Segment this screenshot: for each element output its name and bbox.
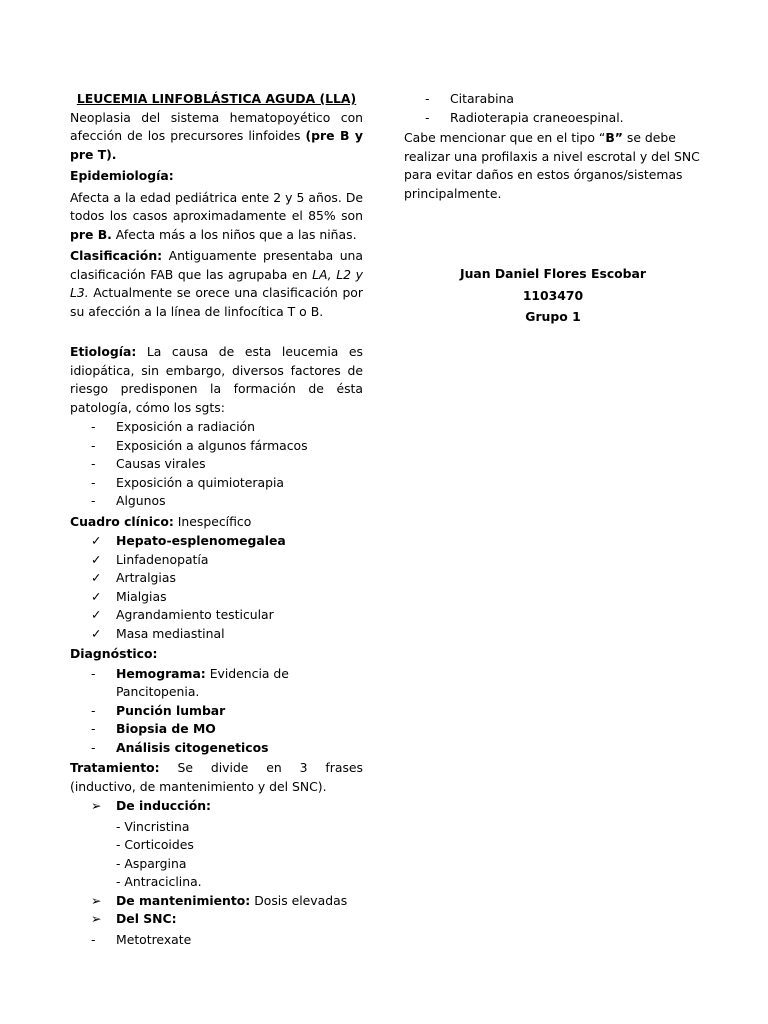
list-item: [70, 625, 363, 644]
dash-marker: -: [91, 493, 96, 508]
epi-bold: pre B.: [70, 226, 112, 242]
check-icon: ✓: [91, 625, 102, 641]
list-item: [70, 665, 363, 702]
list-item: [70, 702, 363, 721]
note-bold: B”: [605, 130, 623, 145]
sub-item: - Corticoides: [116, 837, 194, 852]
list-item-text: Citarabina: [450, 91, 514, 106]
classification-label: Clasificación:: [70, 248, 163, 263]
diagnosis-label: Diagnóstico:: [70, 646, 158, 661]
classification-paragraph: [70, 247, 363, 321]
group-label: Grupo 1: [525, 309, 581, 324]
snc-item-text: Metotrexate: [116, 931, 192, 947]
author-name: Juan Daniel Flores Escobar: [459, 266, 647, 281]
document-title: LEUCEMIA LINFOBLÁSTICA AGUDA (LLA): [76, 91, 357, 106]
list-item: [70, 606, 363, 625]
treatment-list-2: [70, 892, 363, 929]
list-item-text: Dosis elevadas: [250, 892, 348, 908]
left-column: [70, 90, 363, 949]
list-item-bold: Análisis citogeneticos: [116, 739, 269, 755]
diagnosis-list: [70, 665, 363, 758]
dash-marker: -: [425, 109, 430, 125]
list-item: [70, 739, 363, 758]
list-item: [70, 437, 363, 456]
dash-marker: -: [91, 931, 96, 947]
list-item-bold: De inducción:: [116, 798, 211, 813]
note-paragraph: [404, 129, 702, 203]
dash-marker: -: [91, 456, 96, 471]
arrow-icon: ➢: [91, 892, 102, 908]
list-item-text: Evidencia de Pancitopenia.: [116, 665, 289, 699]
intro-bold: (pre B y pre T).: [70, 128, 363, 162]
check-icon: ✓: [91, 551, 102, 567]
clinical-list: [70, 532, 363, 643]
list-item: [70, 474, 363, 493]
clas-italic: LA, L2 y L3.: [70, 266, 364, 300]
list-item-text: Masa mediastinal: [116, 625, 225, 641]
check-icon: ✓: [91, 533, 102, 548]
list-item-bold: De mantenimiento:: [116, 892, 251, 908]
check-icon: ✓: [91, 607, 102, 622]
list-item: [70, 797, 363, 816]
list-item-text: Causas virales: [116, 456, 206, 471]
list-item: [70, 455, 363, 474]
treatment-label: Tratamiento:: [70, 760, 160, 775]
dash-marker: -: [91, 474, 96, 490]
epidemiology-paragraph: [70, 189, 363, 245]
list-item-text: Radioterapia craneoespinal.: [450, 109, 624, 125]
list-item-text: Exposición a radiación: [116, 419, 255, 434]
signature-block: [404, 265, 702, 327]
list-item: [404, 109, 702, 128]
note-text-a: Cabe mencionar que en el tipo “: [404, 130, 606, 145]
dash-marker: -: [91, 419, 96, 434]
snc-item: [70, 931, 363, 950]
epi-text-a: Afecta a la edad pediátrica ente 2 y 5 años. De todos los casos aproximadamente el 85% son: [70, 189, 363, 223]
dash-marker: -: [91, 665, 96, 681]
list-item-bold: Hemograma:: [116, 665, 206, 681]
dash-marker: -: [91, 739, 96, 755]
treatment-text: Se divide en 3 frases (inductivo, de mantenimiento y del SNC).: [70, 760, 363, 794]
student-id: 1103470: [522, 287, 584, 303]
list-item: [404, 90, 702, 109]
treatment-paragraph: [70, 759, 363, 796]
check-icon: ✓: [91, 570, 102, 585]
list-item: [70, 588, 363, 607]
intro-paragraph: [70, 109, 363, 165]
list-item: [70, 910, 363, 929]
treatment-list: [70, 797, 363, 816]
dash-marker: -: [425, 91, 430, 106]
epi-text-c: Afecta más a los niños que a las niñas.: [111, 226, 357, 242]
list-item: [70, 551, 363, 570]
clas-text-c: Actualmente se orece una clasificación por su afección a la línea de linfocítica T o B.: [70, 285, 363, 319]
list-item: [70, 532, 363, 551]
epidemiology-label: Epidemiología:: [70, 168, 174, 183]
list-item: [70, 720, 363, 739]
list-item-text: Artralgias: [116, 570, 176, 585]
list-item: [70, 492, 363, 511]
list-item-text: Linfadenopatía: [116, 551, 209, 567]
continued-list: [404, 90, 702, 127]
etiology-paragraph: [70, 343, 363, 417]
clinical-paragraph: [70, 513, 363, 532]
arrow-icon: ➢: [91, 798, 102, 813]
list-item-text: Hepato-esplenomegalea: [116, 533, 286, 548]
list-item: [70, 892, 363, 911]
list-item-text: Mialgias: [116, 588, 167, 604]
list-item-text: Exposición a algunos fármacos: [116, 437, 308, 453]
clinical-text: Inespecífico: [173, 513, 252, 529]
list-item: [70, 418, 363, 437]
etiology-text: La causa de esta leucemia es idiopática, sin embargo, diversos factores de riesgo predisponen la formación de ésta patología, cómo los sgts:: [70, 344, 363, 415]
list-item-bold: Del SNC:: [116, 911, 177, 926]
right-column: [404, 90, 702, 330]
list-item-text: Exposición a quimioterapia: [116, 474, 284, 490]
intro-text: Neoplasia del sistema hematopoyético con afección de los precursores linfoides: [70, 109, 363, 143]
list-item-text: Algunos: [116, 493, 166, 508]
epidemiology-heading: [70, 167, 363, 186]
list-item-text: Agrandamiento testicular: [116, 607, 274, 622]
list-item-bold: Biopsia de MO: [116, 721, 216, 736]
sub-item: - Antraciclina.: [116, 874, 202, 889]
note-text-c: se debe realizar una profilaxis a nivel escrotal y del SNC para evitar daños en estos órganos/sistemas principalmente.: [404, 130, 700, 201]
clas-text-a: Antiguamente presentaba una clasificación FAB que las agrupaba en: [70, 248, 363, 282]
dash-marker: -: [91, 437, 96, 453]
sub-item: - Vincristina: [116, 818, 190, 834]
sub-item: - Aspargina: [116, 855, 187, 871]
list-item-bold: Punción lumbar: [116, 702, 226, 718]
dash-marker: -: [91, 721, 96, 736]
list-item: [70, 569, 363, 588]
check-icon: ✓: [91, 588, 102, 604]
dash-marker: -: [91, 702, 96, 718]
etiology-label: Etiología:: [70, 344, 137, 359]
induction-sublist: [70, 818, 363, 892]
diagnosis-heading: [70, 645, 363, 664]
clinical-label: Cuadro clínico:: [70, 513, 174, 529]
etiology-list: [70, 418, 363, 511]
arrow-icon: ➢: [91, 911, 102, 926]
